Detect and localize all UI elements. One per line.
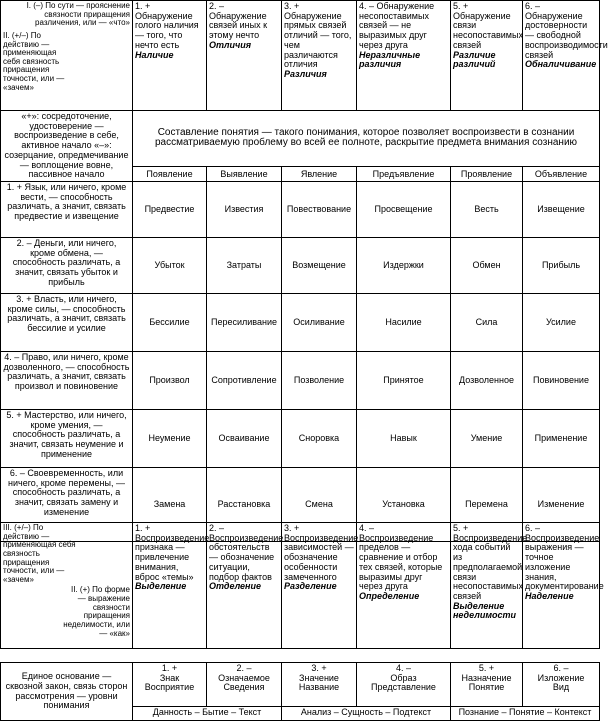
corner-line-2: II. (+/–) По действию — применяющая себя связность приращения точности, или — «зачем» xyxy=(3,30,65,92)
corner-cell xyxy=(1,1,133,111)
table-cell: Осиливание xyxy=(282,294,357,352)
table-cell: Усилие xyxy=(523,294,600,352)
table-cell: Весть xyxy=(451,182,523,238)
subhead-4: Предъявление xyxy=(357,166,451,181)
column-term-2: Отличия xyxy=(209,39,252,50)
table-cell: Применение xyxy=(523,410,600,468)
column-term-2: Отделение xyxy=(209,581,261,592)
row-label: 6. – Своевременность, или ничего, кроме перемены, — способность различать, а значит, связать замену и изменение xyxy=(1,468,133,542)
concept-cell: Составление понятия — такого понимания, которое позволяет воспроизвести в сознании рассматриваемую проблему во всей ее полноте, раскрытие предмета внимания сознанию xyxy=(133,111,600,167)
corner-line-2: II. (+) По форме — выражение связности приращения неделимости, или — «как» xyxy=(63,585,130,638)
column-term-5: Выделение неделимости xyxy=(453,600,516,621)
corner-line-1: I. (–) По сути — прояснение связности приращения различения, или — «что» xyxy=(26,1,130,28)
column-header-3: 3. + Обнаружение прямых связей отличий — того, чем различаются отличия Различия xyxy=(282,1,357,111)
level-cell-2: 2. – Означаемое Сведения xyxy=(207,663,282,707)
table-cell: Убыток xyxy=(133,238,207,294)
corner-line-1: III. (+/–) По действию — применяющая себя связность приращения точности, или — «зачем» xyxy=(3,523,76,584)
table-cell: Бессилие xyxy=(133,294,207,352)
subhead-5: Проявление xyxy=(451,166,523,181)
column-term-1: Выделение xyxy=(135,581,187,592)
table-row xyxy=(1,294,600,352)
table-cell: Просвещение xyxy=(357,182,451,238)
table-cell: Смена xyxy=(282,468,357,542)
table-cell: Осваивание xyxy=(207,410,282,468)
table-cell: Прибыль xyxy=(523,238,600,294)
column-header-4: 4. – Воспроизведение пределов — сравнение и отбор тех связей, которые выразимы друг через друга Определение xyxy=(357,523,451,649)
table-cell: Изменение xyxy=(523,468,600,542)
table-cell: Позволение xyxy=(282,352,357,410)
table-cell: Повествование xyxy=(282,182,357,238)
table-cell: Пересиливание xyxy=(207,294,282,352)
subhead-2: Выявление xyxy=(207,166,282,181)
table-cell: Сноровка xyxy=(282,410,357,468)
column-header-3: 3. + Воспроизведение зависимостей — обозначение особенности замеченного Разделение xyxy=(282,523,357,649)
table-cell: Издержки xyxy=(357,238,451,294)
level-cell-3: 3. + Значение Название xyxy=(282,663,357,707)
subhead-6: Объявление xyxy=(523,166,600,181)
corner-cell-middle xyxy=(1,523,133,649)
table-cell: Навык xyxy=(357,410,451,468)
table-cell: Принятое xyxy=(357,352,451,410)
row-label: 1. + Язык, или ничего, кроме вести, — способность различать, а значит, связать предвестие и извещение xyxy=(1,182,133,238)
table-cell: Возмещение xyxy=(282,238,357,294)
column-header-5: 5. + Обнаружение связи несопоставимых связей Различие различий xyxy=(451,1,523,111)
column-term-6: Обналичивание xyxy=(525,59,597,70)
table-cell: Сила xyxy=(451,294,523,352)
column-term-3: Различия xyxy=(284,69,327,80)
table-cell: Неумение xyxy=(133,410,207,468)
table-cell: Установка xyxy=(357,468,451,542)
level-cell-6: 6. – Изложение Вид xyxy=(523,663,600,707)
row-label: 2. – Деньги, или ничего, кроме обмена, — способность различать, а значит, связать убыток и прибыль xyxy=(1,238,133,294)
column-header-1: 1. + Обнаружение голого наличия — того, что нечто есть Наличие xyxy=(133,1,207,111)
table-cell: Затраты xyxy=(207,238,282,294)
table-cell: Повиновение xyxy=(523,352,600,410)
column-term-4: Определение xyxy=(359,591,420,602)
column-term-5: Различие различий xyxy=(453,49,496,70)
table-row xyxy=(1,352,600,410)
row-label: 3. + Власть, или ничего, кроме силы, — способность различать, а значит, связать бессилие и усилие xyxy=(1,294,133,352)
row-label: 4. – Право, или ничего, кроме дозволенного, — способность различать, а значит, связать произвол и повиновение xyxy=(1,352,133,410)
subhead-3: Явление xyxy=(282,166,357,181)
level-group-2: Анализ – Сущность – Подтекст xyxy=(282,707,451,721)
table-cell: Произвол xyxy=(133,352,207,410)
bottom-table xyxy=(0,662,600,721)
levels-label: Единое основание — сквозной закон, связь сторон рассмотрения — уровни понимания xyxy=(1,663,133,721)
level-cell-4: 4. – Образ Представление xyxy=(357,663,451,707)
subhead-1: Появление xyxy=(133,166,207,181)
column-header-2: 2. – Обнаружение связей иных к этому нечто Отличия xyxy=(207,1,282,111)
table-cell: Предвестие xyxy=(133,182,207,238)
table-cell: Умение xyxy=(451,410,523,468)
column-header-2: 2. – Воспроизведение обстоятельств — обозначение ситуации, подбор фактов Отделение xyxy=(207,523,282,649)
column-header-4: 4. – Обнаружение несопоставимых связей — не выразимых друг через друга Неразличные различия xyxy=(357,1,451,111)
column-term-1: Наличие xyxy=(135,49,174,60)
table-row xyxy=(1,410,600,468)
legend-cell: «+»: сосредоточение, удостоверение — воспроизведение в себе, активное начало «–»: созерцание, опредмечивание — воплощение вовне, пассивное начало xyxy=(1,111,133,182)
table-cell: Насилие xyxy=(357,294,451,352)
level-cell-5: 5. + Назначение Понятие xyxy=(451,663,523,707)
row-label: 5. + Мастерство, или ничего, кроме умения, — способность различать, а значит, связать неумение и применение xyxy=(1,410,133,468)
level-group-1: Данность – Бытие – Текст xyxy=(133,707,282,721)
column-term-3: Разделение xyxy=(284,581,337,592)
table-row xyxy=(1,182,600,238)
table-cell: Замена xyxy=(133,468,207,542)
column-header-6: 6. – Обнаружение достоверности — свободной воспроизводимости связей Обналичивание xyxy=(523,1,600,111)
table-cell: Расстановка xyxy=(207,468,282,542)
column-term-4: Неразличные различия xyxy=(359,49,421,70)
table-cell: Дозволенное xyxy=(451,352,523,410)
level-group-3: Познание – Понятие – Контекст xyxy=(451,707,600,721)
level-cell-1: 1. + Знак Восприятие xyxy=(133,663,207,707)
table-cell: Сопротивление xyxy=(207,352,282,410)
table-cell: Извещение xyxy=(523,182,600,238)
table-cell: Обмен xyxy=(451,238,523,294)
table-cell: Перемена xyxy=(451,468,523,542)
table-cell: Известия xyxy=(207,182,282,238)
table-row xyxy=(1,238,600,294)
column-header-1: 1. + Воспроизведение признака — привлечение внимания, вброс «темы» Выделение xyxy=(133,523,207,649)
middle-table xyxy=(0,522,604,649)
column-header-5: 5. + Воспроизведение хода событий из предполагаемой связи несопоставимых связей Выделение неделимости xyxy=(451,523,523,649)
column-term-6: Наделение xyxy=(525,591,574,602)
column-header-6: 6. – Воспроизведение выражения — точное изложение знания, документирование Наделение xyxy=(523,523,600,649)
